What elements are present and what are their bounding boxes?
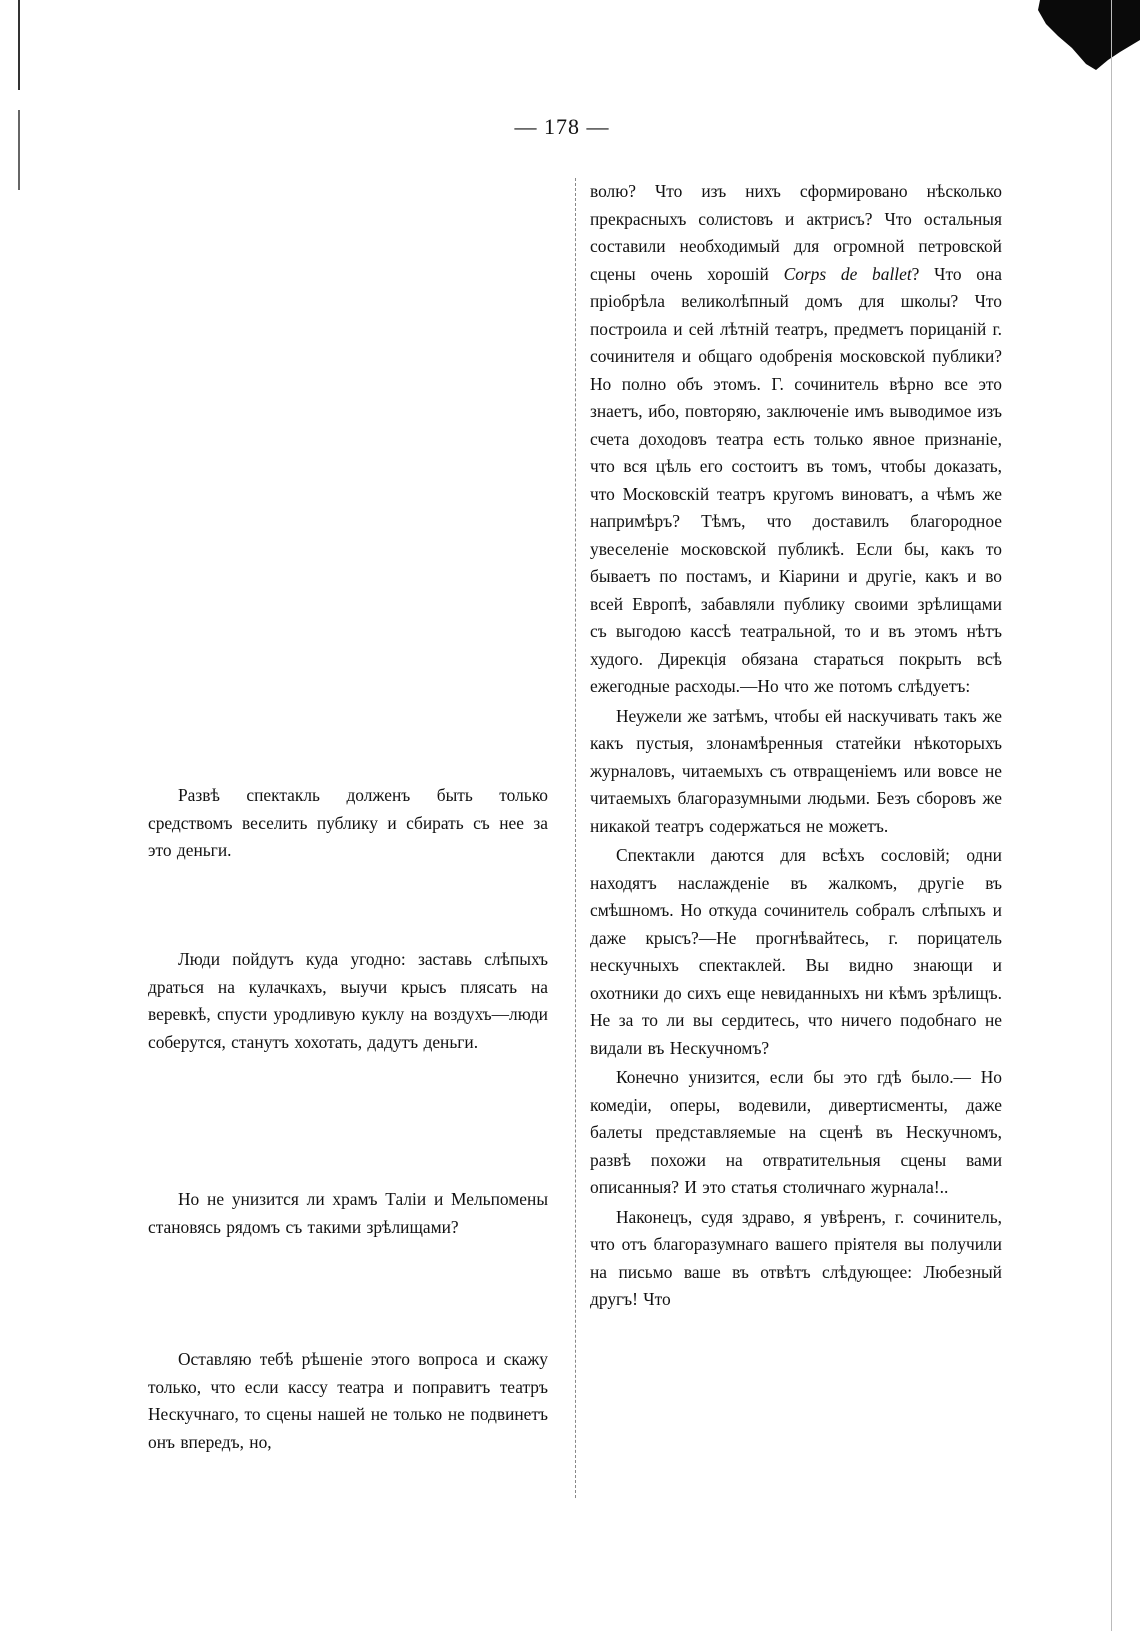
- right-paragraph: Спектакли даются для всѣхъ сословій; одни находятъ наслажденіе въ жалкомъ, другіе въ смѣшномъ. Но откуда сочинитель собралъ слѣпыхъ и даже крысъ?—Не прогнѣвайтесь, г. порицатель нескучныхъ спектаклей. Вы видно знающи и охотники до сихъ еще невиданныхъ ни кѣмъ зрѣлищъ. Не за то ли вы сердитесь, что ничего подобнаго не видали въ Нескучномъ?: [590, 845, 1002, 1058]
- left-paragraph: Оставляю тебѣ рѣшеніе этого вопроса и скажу только, что если кассу театра и поправитъ театръ Нескучнаго, то сцены нашей не только не подвинетъ онъ впередъ, но,: [148, 1349, 548, 1452]
- right-paragraph: Наконецъ, судя здраво, я увѣренъ, г. сочинитель, что отъ благоразумнаго вашего пріятеля вы получили на письмо ваше въ отвѣтъ слѣдующее: Любезный другъ! Что: [590, 1206, 1002, 1309]
- right-column: [590, 178, 1002, 1314]
- scan-corner-artifact: [1000, 0, 1140, 80]
- italic-term: Corps de ballet: [783, 263, 912, 284]
- page-edge-line: [1111, 0, 1113, 1631]
- left-paragraph: Но не унизится ли храмъ Таліи и Мельпомены становясь рядомъ съ такими зрѣлищами?: [148, 1189, 548, 1237]
- right-text-segment: волю? Что изъ нихъ сформировано нѣсколько прекрасныхъ солистовъ и актрисъ? Что остальныя составили необходимый для огромной петровской сцены очень хорошій: [590, 181, 1002, 284]
- left-remark-1: [148, 782, 548, 865]
- column-divider: [575, 178, 576, 1498]
- left-remark-3: [148, 1186, 548, 1241]
- scan-edge-artifact: [18, 0, 20, 90]
- right-paragraph: [590, 178, 1002, 701]
- left-remark-4: [148, 1346, 548, 1456]
- right-paragraph: Неужели же затѣмъ, чтобы ей наскучивать такъ же какъ пустыя, злонамѣренныя статейки нѣкоторыхъ журналовъ, читаемыхъ съ отвращеніемъ или вовсе не читаемыхъ благоразумными людьми. Безъ сборовъ же никакой театръ содержаться не можетъ.: [590, 705, 1002, 836]
- left-paragraph: Люди пойдутъ куда угодно: заставь слѣпыхъ драться на кулачкахъ, выучи крысъ плясать на веревкѣ, спусти уродливую куклу на воздухъ—люди соберутся, станутъ хохотать, дадутъ деньги.: [148, 949, 548, 1052]
- left-remark-2: [148, 946, 548, 1056]
- page-number: — 178 —: [514, 114, 610, 139]
- right-text-segment: ? Что она пріобрѣла великолѣпный домъ для школы? Что построила и сей лѣтній театръ, предметъ порицаній г. сочинителя и общаго одобренія московской публики? Но полно объ этомъ. Г. сочинитель вѣрно все это знаетъ, ибо, повторяю, заключеніе имъ выводимое изъ счета доходовъ театра есть только явное признаніе, что вся цѣль его состоитъ въ томъ, чтобы доказать, что Московскій театръ кругомъ виноватъ, а чѣмъ же напримѣръ? Тѣмъ, что доставилъ благородное увеселеніе московской публикѣ. Если бы, какъ то бываетъ по постамъ, и Кіарини и другіе, какъ и во всей Европѣ, забавляли публику своими зрѣлищами съ выгодою кассѣ театральной, то и въ этомъ нѣтъ худого. Дирекція обязана стараться покрыть всѣ ежегодные расходы.—Но что же потомъ слѣдуетъ:: [590, 263, 1002, 696]
- left-paragraph: Развѣ спектакль долженъ быть только средствомъ веселить публику и сбирать съ нее за это деньги.: [148, 785, 548, 860]
- right-paragraph: Конечно унизится, если бы это гдѣ было.— Но комедіи, оперы, водевили, дивертисменты, даже балеты представляемые на сценѣ въ Нескучномъ, развѣ похожи на отвратительныя сцены вами описанныя? И это статья столичнаго журнала!..: [590, 1067, 1002, 1197]
